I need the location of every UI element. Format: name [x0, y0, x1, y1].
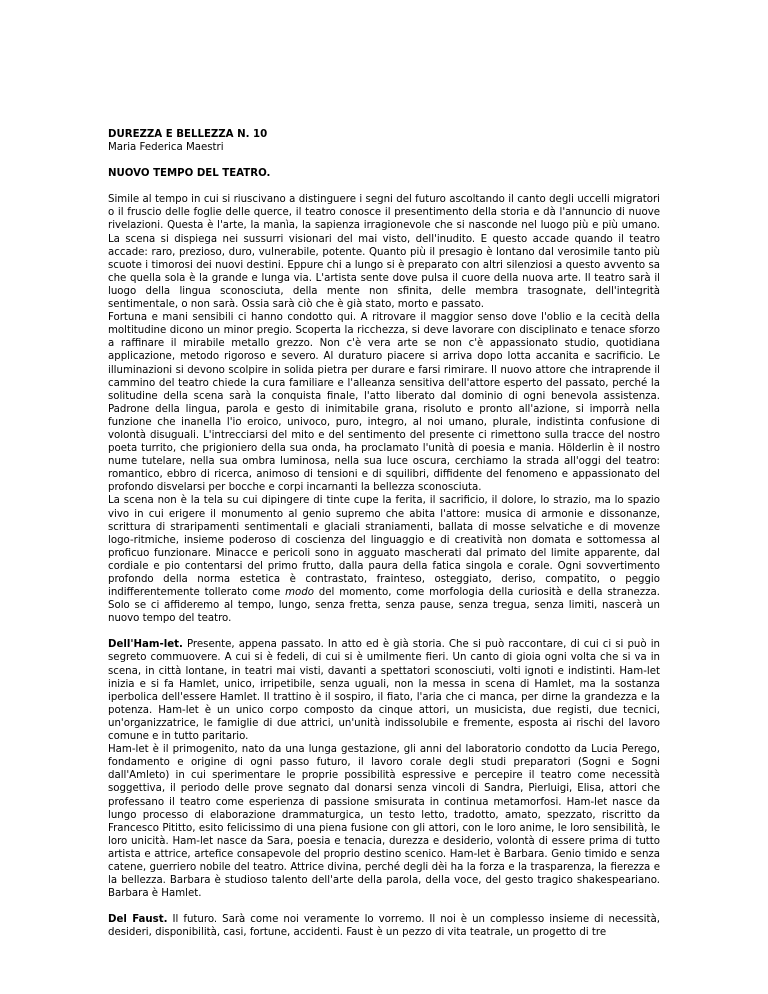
hamlet-paragraph-1 — [108, 638, 660, 743]
intro-section — [108, 193, 660, 625]
intro-paragraph-3-tail: del momento, come morfologia della curiosità e della stranezza. Solo se ci affideremo al tempo, lungo, senza fretta, senza pause, senza tregua, senza limiti, nascerà un nuovo tempo del teatro. — [108, 587, 660, 625]
hamlet-lead: Dell'Ham-let. — [108, 639, 183, 651]
intro-paragraph-3-text: La scena non è la tela su cui dipingere di tinte cupe la ferita, il sacrificio, il dolore, lo strazio, ma lo spazio vivo in cui erigere il monumento al genio supremo che abita l'attore: musica di armonie e dissonanze, scrittura di straripamenti sentimentali e glaciali straniamenti, ballata di mosse selvatiche e di movenze logo-ritmiche, insieme poderoso di coscienza del linguaggio e di creatività non domata e sottomessa al proficuo funzionare. Minacce e pericoli sono in agguato mascherati dal primato del limite apparente, dal cordiale e pio contentarsi del primo frutto, dalla paura della fatica singola e corale. Ogni sovvertimento profondo della norma estetica è contrastato, frainteso, osteggiato, deriso, compatito, o peggio indifferentemente tollerato come — [108, 495, 660, 599]
intro-paragraph-2: Fortuna e mani sensibili ci hanno condotto qui. A ritrovare il maggior senso dove l'oblio e la cecità della moltitudine dicono un minor pregio. Scoperta la ricchezza, si deve lavorare con disciplinato e tenace sforzo a raffinare il mirabile metallo grezzo. Non c'è vera arte se non c'è appassionato studio, quotidiana applicazione, metodo rigoroso e severo. Al duraturo piacere si arriva dopo lotta accanita e sacrificio. Le illuminazioni si devono scolpire in solida pietra per durare e farsi rimirare. Il nuovo attore che intraprende il cammino del teatro chiede la cura familiare e l'alleanza sensitiva dell'attore esperto del passato, perché la solitudine della scena sarà la conquista finale, l'atto liberato dal dominio di ogni benevola assistenza. Padrone della lingua, parola e gesto di inimitabile grana, risoluto e pronto all'azione, si imporrà nella funzione che inanella l'io eroico, univoco, puro, integro, al noi umano, plurale, indistinta confusione di volontà disuguali. L'intrecciarsi del mito e del sentimento del presente ci rimettono sulla tracce del nostro poeta turrito, che prigioniero della sua onda, ha proclamato l'unità di poesia e mania. Hölderlin è il nostro nume tutelare, nella sua ombra luminosa, nella sua luce oscura, cerchiamo la strada all'oggi del teatro: romantico, ebbro di ricerca, animoso di tensioni e di squilibri, diffidente del fenomeno e appassionato del profondo disvelarsi per bocche e corpi incarnanti la bellezza sconosciuta. — [108, 312, 660, 494]
hamlet-paragraph-1-text: Presente, appena passato. In atto ed è già storia. Che si può raccontare, di cui ci si può in segreto commuovere. A cui si è fedeli, di cui si è umilmente fieri. Un canto di gioia ogni volta che si va in scena, in città lontane, in teatri mai visti, davanti a spettatori sconosciuti, volti ignoti e indistinti. Ham-let inizia e si fa Hamlet, unico, irripetibile, senza uguali, non la messa in scena di Hamlet, ma la sostanza iperbolica dell'essere Hamlet. Il trattino è il sospiro, il fiato, l'aria che ci manca, per dirne la grandezza e la potenza. Ham-let è un unico corpo composto da cinque attori, un musicista, due registi, due tecnici, un'organizzatrice, le famiglie di due attrici, un'unità indissolubile e fremente, esposta ai rischi del lavoro comune e in tutto paritario. — [108, 639, 660, 743]
intro-emphasis: modo — [285, 587, 314, 599]
faust-paragraph — [108, 913, 660, 939]
document-page — [108, 128, 660, 952]
hamlet-section — [108, 638, 660, 900]
faust-paragraph-text: Il futuro. Sarà come noi veramente lo vorremo. Il noi è un complesso insieme di necessità, desideri, disponibilità, casi, fortune, accidenti. Faust è un pezzo di vita teatrale, un progetto di tre — [108, 914, 660, 939]
document-author: Maria Federica Maestri — [108, 142, 224, 154]
document-title: DUREZZA E BELLEZZA N. 10 — [108, 129, 268, 140]
intro-paragraph-1: Simile al tempo in cui si riuscivano a distinguere i segni del futuro ascoltando il canto degli uccelli migratori o il fruscio delle foglie delle querce, il teatro conosce il presentimento della storia e dà l'annuncio di nuove rivelazioni. Questa è l'arte, la manìa, la sapienza irragionevole che si nasconde nel luogo più e più umano. La scena si dispiega nei sussurri visionari del mai visto, dell'inudito. E questo accade quando il teatro accade: raro, prezioso, duro, vulnerabile, potente. Quanto più il presagio è lontano dal verosimile tanto più scuote i timorosi dei nuovi destini. Eppure chi a lungo si è preparato con altri silenziosi a questo avvento sa che quella sola è la grande e lunga via. L'artista sente dove pulsa il cuore della nuova arte. Il teatro sarà il luogo della lingua sconosciuta, della mente non sfinita, delle membra trasognate, dell'integrità sentimentale, o non sarà. Ossia sarà ciò che è già stato, morto e passato. — [108, 194, 660, 311]
faust-section — [108, 913, 660, 939]
intro-paragraph-3 — [108, 494, 660, 625]
section-heading: NUOVO TEMPO DEL TEATRO. — [108, 168, 271, 180]
hamlet-paragraph-2: Ham-let è il primogenito, nato da una lunga gestazione, gli anni del laboratorio condotto da Lucia Perego, fondamento e origine di ogni passo futuro, il lavoro corale degli studi preparatori (Sogni e Sogni dall'Amleto) in cui sperimentare le proprie possibilità espressive e percepire il teatro come necessità soggettiva, il periodo delle prove segnato dal donarsi senza vincoli di Sandra, Pierluigi, Elisa, attori che professano il teatro come esperienza di passione smisurata in continua metamorfosi. Ham-let nasce da lungo processo di elaborazione drammaturgica, un testo letto, tradotto, amato, spezzato, riscritto da Francesco Pititto, esito felicissimo di una piena fusione con gli attori, con le loro anime, le loro sensibilità, le loro unicità. Ham-let nasce da Sara, poesia e tenacia, durezza e desiderio, volontà di essere prima di tutto artista e attrice, artefice consapevole del proprio destino scenico. Ham-let è Barbara. Genio timido e senza catene, guerriero nobile del teatro. Attrice divina, perché degli dèi ha la forza e la trasparenza, la fierezza e la bellezza. Barbara è studioso talento dell'arte della parola, della voce, del gesto tragico shakespeariano. Barbara è Hamlet. — [108, 744, 660, 900]
faust-lead: Del Faust. — [108, 914, 168, 926]
